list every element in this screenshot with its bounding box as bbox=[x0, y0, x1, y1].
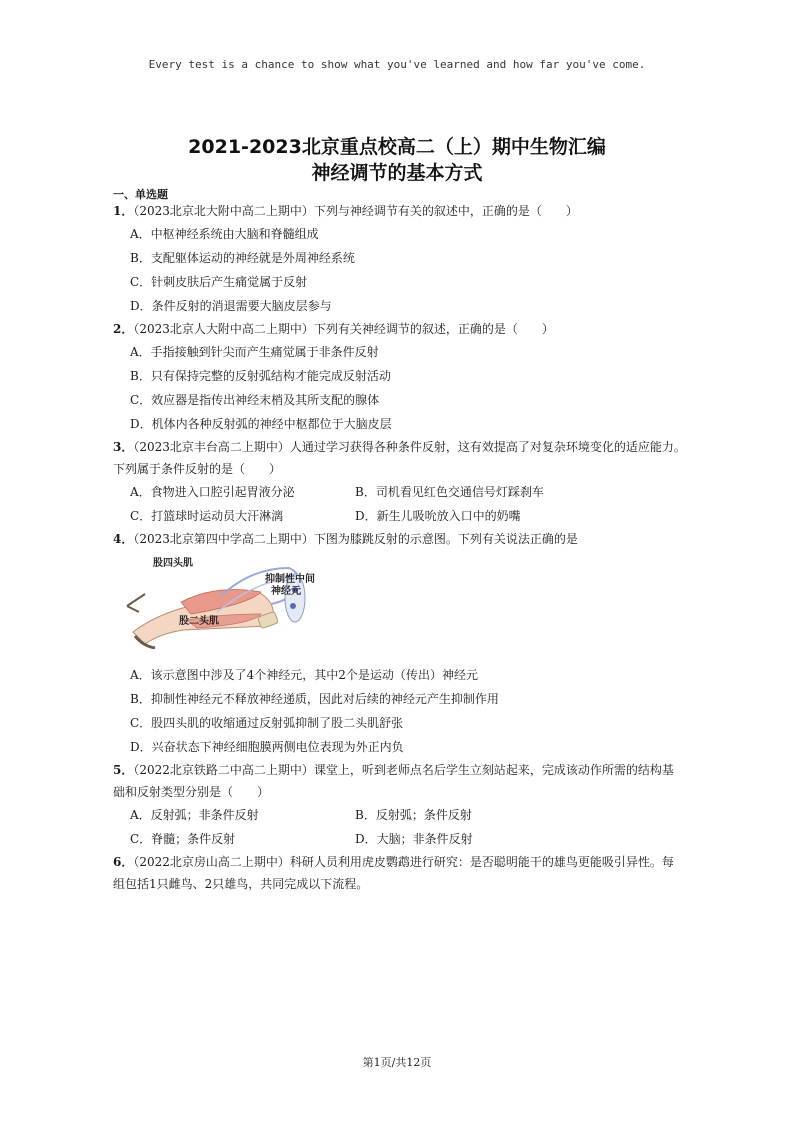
option: C．脊髓；条件反射 bbox=[130, 832, 236, 846]
option: A．手指接触到针尖而产生痛觉属于非条件反射 bbox=[130, 345, 379, 359]
page-title: 2021-2023北京重点校高二（上）期中生物汇编 bbox=[188, 136, 606, 158]
question-number: 3． bbox=[113, 440, 134, 454]
question-text: （2022北京铁路二中高二上期中）课堂上，听到老师点名后学生立刻站起来，完成该动作所需的结构基 bbox=[133, 763, 674, 777]
question-text: （2023北京北大附中高二上期中）下列与神经调节有关的叙述中，正确的是（ ） bbox=[133, 204, 578, 218]
question-number: 6． bbox=[113, 855, 134, 869]
option: D．兴奋状态下神经细胞膜两侧电位表现为外正内负 bbox=[130, 740, 404, 754]
option: B．支配躯体运动的神经就是外周神经系统 bbox=[130, 251, 355, 265]
question-6-stem-cont: 组包括1只雌鸟、2只雄鸟，共同完成以下流程。 bbox=[113, 877, 369, 891]
section-heading: 一、单选题 bbox=[113, 188, 168, 201]
option: B．抑制性神经元不释放神经递质，因此对后续的神经元产生抑制作用 bbox=[130, 692, 499, 706]
question-list bbox=[113, 200, 693, 895]
label-biceps-femoris: 股二头肌 bbox=[179, 616, 219, 627]
option: B．只有保持完整的反射弧结构才能完成反射活动 bbox=[130, 369, 391, 383]
foot-bone bbox=[127, 594, 145, 612]
label-inhibitory-neuron-cont: 神经元 bbox=[271, 586, 301, 597]
option-row bbox=[113, 803, 693, 827]
question-3-stem bbox=[113, 436, 693, 458]
option: C．针刺皮肤后产生痛觉属于反射 bbox=[130, 275, 308, 289]
question-number: 4． bbox=[113, 532, 134, 546]
question-number: 1． bbox=[113, 204, 134, 218]
question-text: （2022北京房山高二上期中）科研人员利用虎皮鹦鹉进行研究：是否聪明能干的雄鸟更能吸引异性。每 bbox=[133, 855, 674, 869]
question-6-stem bbox=[113, 851, 693, 873]
question-1-stem bbox=[113, 200, 693, 222]
header-motto: Every test is a chance to show what you've learned and how far you've come. bbox=[148, 58, 646, 71]
option-row bbox=[113, 827, 693, 851]
option: C．股四头肌的收缩通过反射弧抑制了股二头肌舒张 bbox=[130, 716, 404, 730]
option: A．该示意图中涉及了4个神经元，其中2个是运动（传出）神经元 bbox=[130, 668, 478, 682]
page-number: 第1页/共12页 bbox=[362, 1056, 432, 1069]
question-text: （2023北京第四中学高二上期中）下图为膝跳反射的示意图。下列有关说法正确的是 bbox=[133, 532, 578, 546]
neuron-body bbox=[290, 603, 296, 609]
option: B．司机看见红色交通信号灯踩刹车 bbox=[355, 485, 544, 499]
question-text: （2023北京人大附中高二上期中）下列有关神经调节的叙述，正确的是（ ） bbox=[133, 322, 554, 336]
option-row bbox=[113, 480, 693, 504]
option: D．条件反射的消退需要大脑皮层参与 bbox=[130, 299, 332, 313]
page-subtitle: 神经调节的基本方式 bbox=[311, 162, 483, 184]
question-3-stem-cont: 下列属于条件反射的是（ ） bbox=[113, 462, 282, 476]
option-row bbox=[113, 504, 693, 528]
option: B．反射弧；条件反射 bbox=[355, 808, 472, 822]
label-quadriceps: 股四头肌 bbox=[153, 558, 193, 569]
option: C．打篮球时运动员大汗淋漓 bbox=[130, 509, 284, 523]
option: D．新生儿吸吮放入口中的奶嘴 bbox=[355, 509, 521, 523]
question-text: （2023北京丰台高二上期中）人通过学习获得各种条件反射，这有效提高了对复杂环境变化的适应能力。 bbox=[133, 440, 686, 454]
question-number: 5． bbox=[113, 763, 134, 777]
question-5-stem bbox=[113, 759, 693, 781]
label-inhibitory-neuron: 抑制性中间 bbox=[265, 574, 315, 585]
question-number: 2． bbox=[113, 322, 134, 336]
question-2-stem bbox=[113, 318, 693, 340]
question-5-stem-cont: 础和反射类型分别是（ ） bbox=[113, 785, 270, 799]
option: D．机体内各种反射弧的神经中枢都位于大脑皮层 bbox=[130, 417, 392, 431]
question-4-stem bbox=[113, 528, 693, 550]
option: A．反射弧；非条件反射 bbox=[130, 808, 259, 822]
knee-reflex-figure bbox=[121, 554, 341, 649]
option: D．大脑；非条件反射 bbox=[355, 832, 473, 846]
option: A．中枢神经系统由大脑和脊髓组成 bbox=[130, 227, 319, 241]
option: A．食物进入口腔引起胃液分泌 bbox=[130, 485, 295, 499]
option: C．效应器是指传出神经末梢及其所支配的腺体 bbox=[130, 393, 380, 407]
